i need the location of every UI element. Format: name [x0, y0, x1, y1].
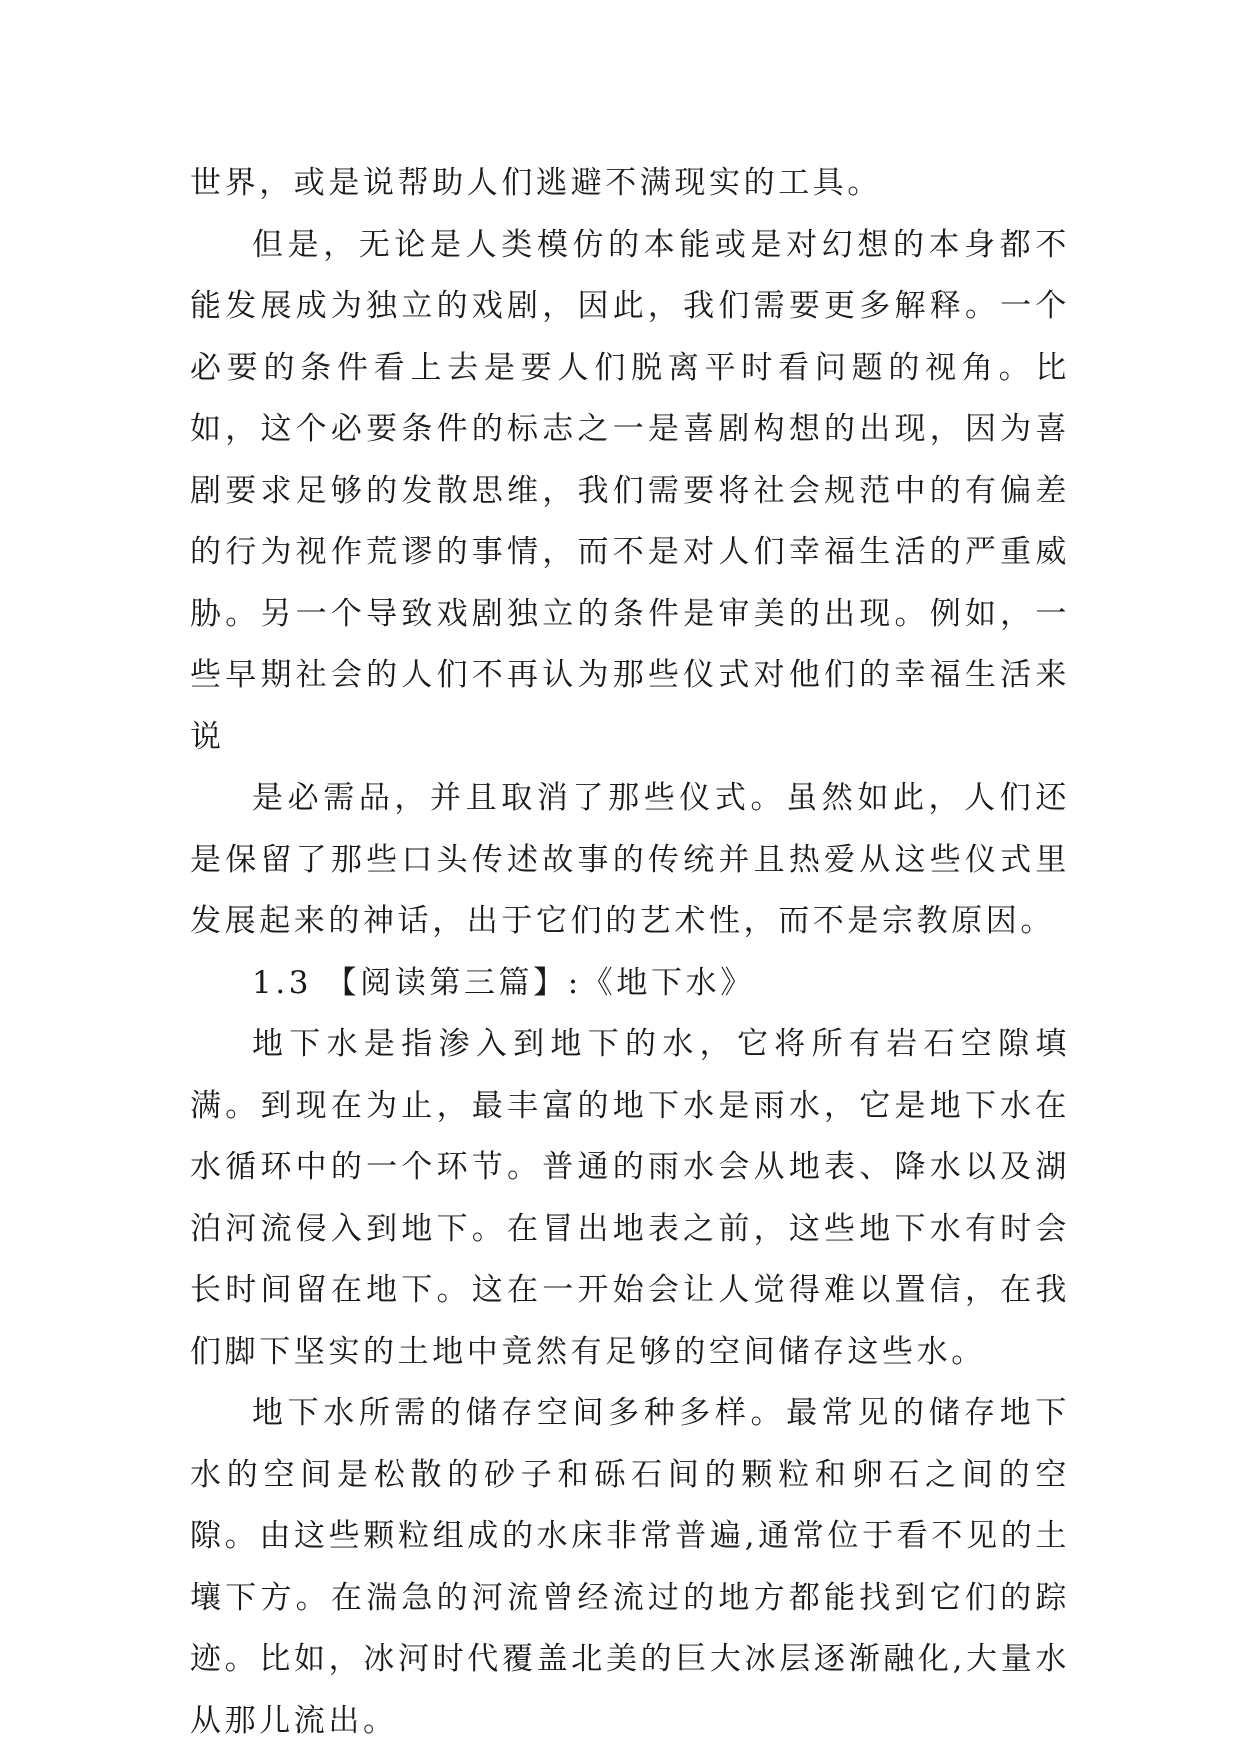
- section-heading: 1.3 【阅读第三篇】:《地下水》: [252, 964, 755, 1001]
- paragraph-5: 地下水所需的储存空间多种多样。最常见的储存地下水的空间是松散的砂子和砾石间的颗粒和卵石之间的空隙。由这些颗粒组成的水床非常普遍,通常位于看不见的土壤下方。在湍急的河流曾经流过的地方都能找到它们的踪迹。比如，冰河时代覆盖北美的巨大冰层逐渐融化,大量水从那儿流出。: [190, 1395, 1070, 1739]
- paragraph-1: 世界，或是说帮助人们逃避不满现实的工具。: [190, 165, 882, 201]
- paragraph-4: 地下水是指渗入到地下的水，它将所有岩石空隙填满。到现在为止，最丰富的地下水是雨水，它是地下水在水循环中的一个环节。普通的雨水会从地表、降水以及湖泊河流侵入到地下。在冒出地表之前，这些地下水有时会长时间留在地下。这在一开始会让人觉得难以置信，在我们脚下坚实的土地中竟然有足够的空间储存这些水。: [190, 1026, 1070, 1370]
- paragraph-3: 是必需品，并且取消了那些仪式。虽然如此，人们还是保留了那些口头传述故事的传统并且热爱从这些仪式里发展起来的神话，出于它们的艺术性，而不是宗教原因。: [190, 780, 1070, 939]
- paragraph-2: 但是，无论是人类模仿的本能或是对幻想的本身都不能发展成为独立的戏剧，因此，我们需要更多解释。一个必要的条件看上去是要人们脱离平时看问题的视角。比如，这个必要条件的标志之一是喜剧构想的出现，因为喜剧要求足够的发散思维，我们需要将社会规范中的有偏差的行为视作荒谬的事情，而不是对人们幸福生活的严重威胁。另一个导致戏剧独立的条件是审美的出现。例如，一些早期社会的人们不再认为那些仪式对他们的幸福生活来说: [190, 226, 1070, 755]
- document-body: [190, 153, 1070, 1752]
